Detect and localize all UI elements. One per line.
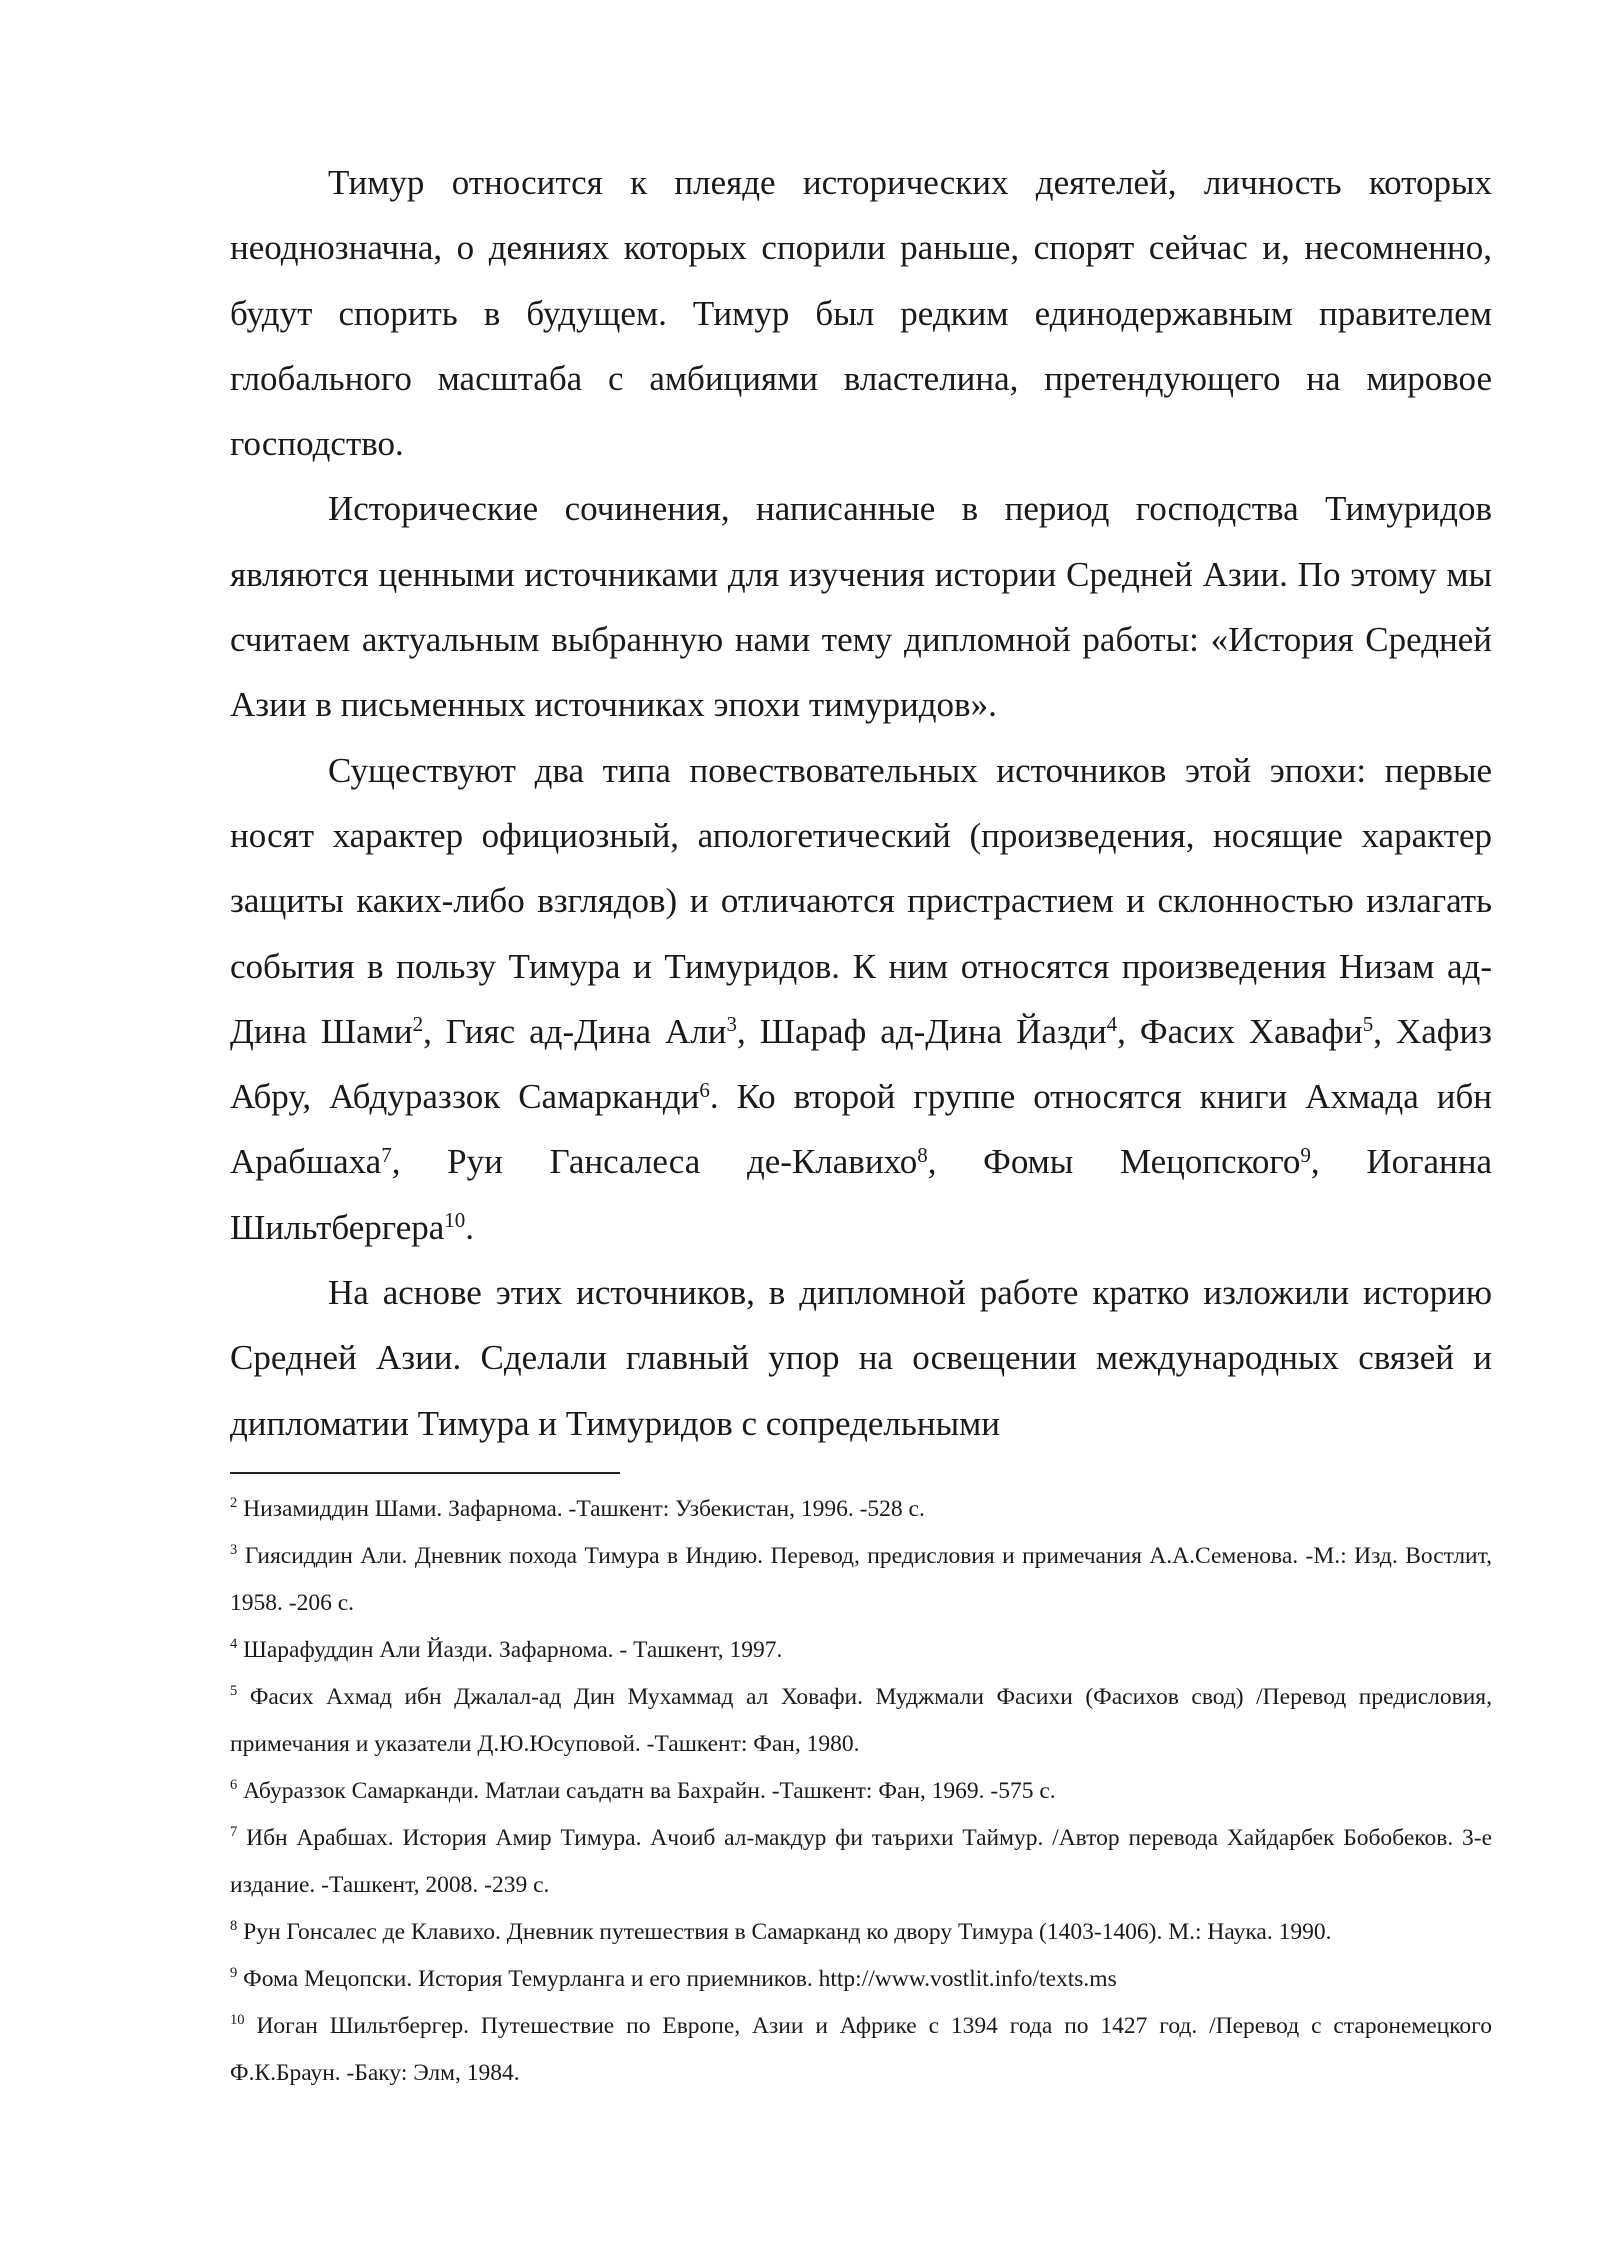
footnote-number: 5 <box>230 1683 238 1700</box>
footnote <box>230 1768 1492 1815</box>
text-run: Исторические сочинения, написанные в период господства Тимуридов являются ценными источниками для изучения истории Средней Азии. По этому мы считаем актуальным выбранную нами тему дипломной работы: «История Средней Азии в письменных источниках эпохи тимуридов». <box>230 489 1492 725</box>
body-text <box>230 150 1492 1456</box>
text-run: , Фасих Хавафи <box>1117 1011 1363 1051</box>
text-run: , Хафиз Абру, Абдураззок Самарканди <box>230 1011 1492 1117</box>
footnote-ref[interactable]: 7 <box>381 1142 392 1167</box>
footnote-number: 7 <box>230 1824 238 1841</box>
footnote-text: Гиясиддин Али. Дневник похода Тимура в Индию. Перевод, предисловия и примечания А.А.Семенова. -М.: Изд. Востлит, 1958. -206 с. <box>230 1542 1492 1616</box>
footnote <box>230 1674 1492 1768</box>
footnote <box>230 1909 1492 1956</box>
footnote-number: 9 <box>230 1965 238 1982</box>
footnote-text: Ибн Арабшах. История Амир Тимура. Ачоиб ал-макдур фи таърихи Таймур. /Автор перевода Хайдарбек Бобобеков. 3-е издание. -Ташкент, 2008. -239 с. <box>230 1824 1493 1898</box>
text-run: Тимур относится к плеяде исторических деятелей, личность которых неоднозначна, о деяниях которых спорили раньше, спорят сейчас и, несомненно, будут спорить в будущем. Тимур был редким единодержавным правителем глобального масштаба с амбициями властелина, претендующего на мировое господство. <box>230 163 1492 464</box>
text-run: , Гияс ад-Дина Али <box>423 1011 727 1051</box>
footnote-number: 2 <box>230 1495 238 1512</box>
footnote-number: 10 <box>230 2012 245 2029</box>
footnote-text: Иоган Шильтбергер. Путешествие по Европе, Азии и Африке с 1394 года по 1427 год. /Перевод с старонемецкого Ф.К.Браун. -Баку: Элм, 1984. <box>230 2012 1492 2086</box>
footnote-text: Рун Гонсалес де Клавихо. Дневник путешествия в Самарканд ко двору Тимура (1403-1406). М.: Наука. 1990. <box>243 1918 1332 1945</box>
footnote-number: 4 <box>230 1636 238 1653</box>
footnote-text: Абураззок Самарканди. Матлаи саъдатн ва Бахрайн. -Ташкент: Фан, 1969. -575 с. <box>243 1777 1056 1804</box>
footnote-ref[interactable]: 6 <box>699 1077 710 1102</box>
footnote-number: 3 <box>230 1542 238 1559</box>
text-run: , Руи Гансалеса де-Клавихо <box>391 1142 918 1182</box>
footnote-text: Фасих Ахмад ибн Джалал-ад Дин Мухаммад ал Ховафи. Муджмали Фасихи (Фасихов свод) /Перевод предисловия, примечания и указатели Д.Ю.Юсуповой. -Ташкент: Фан, 1980. <box>230 1683 1492 1757</box>
footnote-number: 6 <box>230 1777 238 1794</box>
footnote-separator <box>230 1472 620 1474</box>
text-run: . <box>465 1207 475 1247</box>
footnote-ref[interactable]: 3 <box>726 1012 737 1037</box>
footnote-ref[interactable]: 8 <box>917 1142 928 1167</box>
text-run: , Фомы Мецопского <box>927 1142 1301 1182</box>
body-paragraph <box>230 476 1492 737</box>
body-paragraph <box>230 1260 1492 1456</box>
footnotes <box>230 1486 1492 2097</box>
footnote-ref[interactable]: 5 <box>1362 1012 1374 1037</box>
footnote-text: Шарафуддин Али Йазди. Зафарнома. - Ташкент, 1997. <box>243 1636 783 1663</box>
text-run: . Ко второй группе относятся книги Ахмада ибн Арабшаха <box>230 1077 1492 1182</box>
footnote-text: Фома Мецопски. История Темурланга и его приемников. http://www.vostlit.info/texts.ms <box>243 1965 1117 1992</box>
text-run: Существуют два типа повествовательных источников этой эпохи: первые носят характер официозный, апологетический (произведения, носящие характер защиты каких-либо взглядов) и отличаются пристрастием и склонностью излагать события в пользу Тимура и Тимуридов. К ним относятся произведения Низам ад-Дина Шами <box>230 750 1492 1051</box>
footnote <box>230 1627 1492 1674</box>
text-run: , Иоганна Шильтбергера <box>230 1142 1492 1247</box>
footnote <box>230 2003 1492 2097</box>
footnote <box>230 1533 1492 1627</box>
footnote-ref[interactable]: 2 <box>412 1012 424 1037</box>
footnote <box>230 1815 1492 1909</box>
footnote-ref[interactable]: 4 <box>1106 1012 1118 1037</box>
body-paragraph <box>230 738 1492 1260</box>
document-page <box>230 150 1492 2097</box>
footnote <box>230 1486 1492 1533</box>
text-run: На аснове этих источников, в дипломной работе кратко изложили историю Средней Азии. Сделали главный упор на освещении международных связей и дипломатии Тимура и Тимуридов с сопредельными <box>230 1273 1492 1443</box>
footnote-number: 8 <box>230 1918 238 1935</box>
footnote-text: Низамиддин Шами. Зафарнома. -Ташкент: Узбекистан, 1996. -528 с. <box>243 1495 925 1522</box>
footnote-ref[interactable]: 9 <box>1300 1142 1311 1167</box>
footnote <box>230 1956 1492 2003</box>
body-paragraph <box>230 150 1492 476</box>
footnote-ref[interactable]: 10 <box>444 1208 466 1233</box>
text-run: , Шараф ад-Дина Йазди <box>736 1011 1107 1051</box>
